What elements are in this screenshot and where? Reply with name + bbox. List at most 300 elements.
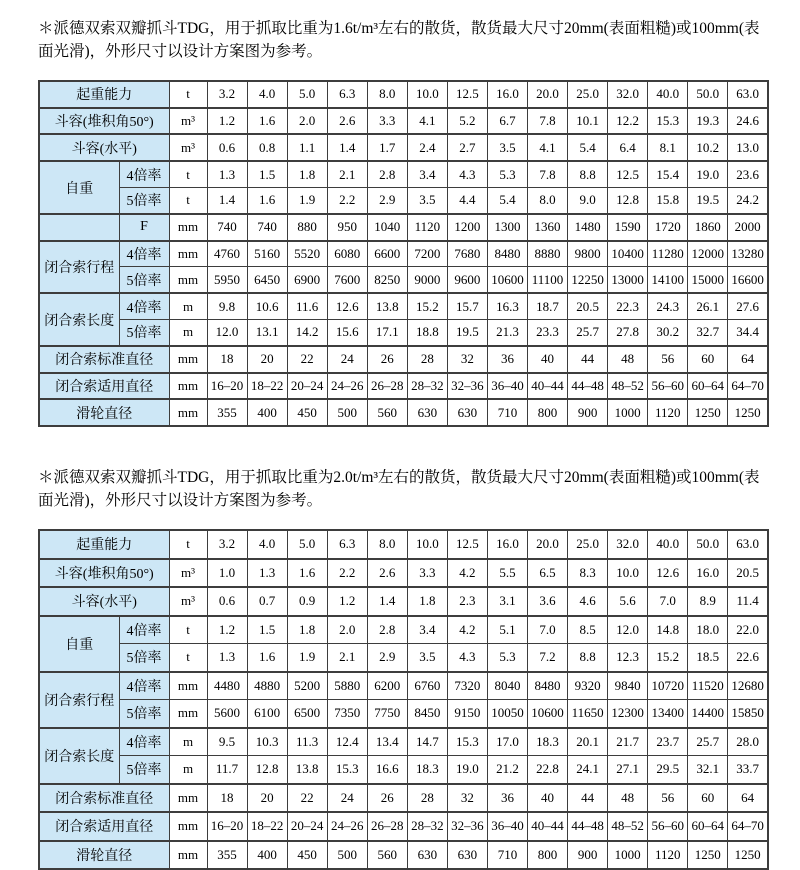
table-row: [39, 320, 768, 346]
unit-cell: m: [169, 756, 207, 784]
value-cell: 4.6: [568, 587, 608, 616]
value-cell: 5.4: [568, 134, 608, 161]
value-cell: 1.6: [247, 188, 287, 214]
value-cell: 50.0: [688, 530, 728, 559]
value-cell: 6080: [327, 241, 367, 267]
value-cell: 450: [287, 399, 327, 426]
value-cell: 5.3: [487, 644, 527, 672]
value-cell: 6500: [287, 700, 327, 728]
value-cell: 13.8: [367, 293, 407, 319]
value-cell: 24.2: [728, 188, 768, 214]
value-cell: 16.0: [487, 530, 527, 559]
value-cell: 9600: [447, 267, 487, 293]
value-cell: 40–44: [528, 812, 568, 841]
value-cell: 9840: [608, 672, 648, 700]
value-cell: 28–32: [407, 373, 447, 400]
value-cell: 26.1: [688, 293, 728, 319]
value-cell: 950: [327, 214, 367, 241]
value-cell: 23.7: [648, 728, 688, 756]
value-cell: 16–20: [207, 373, 247, 400]
value-cell: 8480: [528, 672, 568, 700]
value-cell: 4.2: [447, 559, 487, 588]
intro-paragraph-2: ＊派德双索双瓣抓斗TDG，用于抓取比重为2.0t/m³左右的散货，散货最大尺寸20mm(表面粗糙)或100mm(表面光滑)，外形尺寸以设计方案图为参考。: [38, 469, 760, 510]
unit-cell: mm: [169, 267, 207, 293]
value-cell: 355: [207, 841, 247, 870]
value-cell: 1.5: [247, 616, 287, 644]
value-cell: 11.6: [287, 293, 327, 319]
value-cell: 10600: [487, 267, 527, 293]
value-cell: 24: [327, 784, 367, 813]
table-row: [39, 784, 768, 813]
unit-cell: mm: [169, 841, 207, 870]
value-cell: 21.7: [608, 728, 648, 756]
value-cell: 20.0: [528, 81, 568, 108]
value-cell: 1.7: [367, 134, 407, 161]
unit-cell: m: [169, 320, 207, 346]
value-cell: 28: [407, 346, 447, 373]
value-cell: 9150: [447, 700, 487, 728]
spec-table-2: [38, 529, 769, 870]
unit-cell: t: [169, 616, 207, 644]
value-cell: 26: [367, 784, 407, 813]
row-sublabel-cell: 4倍率: [119, 241, 169, 267]
value-cell: 64: [728, 346, 768, 373]
value-cell: 3.3: [407, 559, 447, 588]
value-cell: 9.0: [568, 188, 608, 214]
value-cell: 26–28: [367, 812, 407, 841]
value-cell: 10.0: [608, 559, 648, 588]
value-cell: 18.3: [407, 756, 447, 784]
row-label-cell: 自重: [39, 616, 119, 672]
value-cell: 1360: [528, 214, 568, 241]
value-cell: 19.5: [447, 320, 487, 346]
table-row: [39, 108, 768, 135]
value-cell: 4.3: [447, 161, 487, 187]
value-cell: 12.5: [608, 161, 648, 187]
row-label-cell: 自重: [39, 161, 119, 214]
value-cell: 1.2: [207, 616, 247, 644]
value-cell: 14100: [648, 267, 688, 293]
row-label-cell: 起重能力: [39, 530, 169, 559]
value-cell: 12.0: [608, 616, 648, 644]
value-cell: 44: [568, 346, 608, 373]
row-label-cell: 闭合索标准直径: [39, 784, 169, 813]
value-cell: 10.0: [407, 530, 447, 559]
value-cell: 12.3: [608, 644, 648, 672]
value-cell: 28: [407, 784, 447, 813]
value-cell: 23.3: [528, 320, 568, 346]
value-cell: 355: [207, 399, 247, 426]
value-cell: 8.0: [528, 188, 568, 214]
table-row: [39, 161, 768, 187]
table-row: [39, 530, 768, 559]
value-cell: 7.8: [528, 108, 568, 135]
value-cell: 0.6: [207, 587, 247, 616]
value-cell: 6.3: [327, 81, 367, 108]
value-cell: 1.5: [247, 161, 287, 187]
value-cell: 3.6: [528, 587, 568, 616]
value-cell: 8880: [528, 241, 568, 267]
value-cell: 4.0: [247, 81, 287, 108]
row-label-cell: 闭合索长度: [39, 728, 119, 784]
unit-cell: mm: [169, 373, 207, 400]
value-cell: 4.2: [447, 616, 487, 644]
value-cell: 16.6: [367, 756, 407, 784]
row-label-cell: 滑轮直径: [39, 399, 169, 426]
value-cell: 9.5: [207, 728, 247, 756]
value-cell: 3.5: [407, 188, 447, 214]
value-cell: 20–24: [287, 812, 327, 841]
value-cell: 10.6: [247, 293, 287, 319]
value-cell: 7.0: [648, 587, 688, 616]
value-cell: 40: [528, 346, 568, 373]
value-cell: 40.0: [648, 81, 688, 108]
value-cell: 60: [688, 346, 728, 373]
value-cell: 10.3: [247, 728, 287, 756]
value-cell: 18.8: [407, 320, 447, 346]
value-cell: 32.7: [688, 320, 728, 346]
value-cell: 1120: [407, 214, 447, 241]
value-cell: 3.2: [207, 81, 247, 108]
unit-cell: mm: [169, 241, 207, 267]
value-cell: 15.4: [648, 161, 688, 187]
unit-cell: t: [169, 161, 207, 187]
value-cell: 20: [247, 784, 287, 813]
value-cell: 12.8: [608, 188, 648, 214]
value-cell: 11.4: [728, 587, 768, 616]
value-cell: 6.4: [608, 134, 648, 161]
value-cell: 2.6: [327, 108, 367, 135]
row-sublabel-cell: 4倍率: [119, 728, 169, 756]
value-cell: 12250: [568, 267, 608, 293]
row-sublabel-cell: 5倍率: [119, 188, 169, 214]
value-cell: 9000: [407, 267, 447, 293]
value-cell: 2.0: [327, 616, 367, 644]
value-cell: 63.0: [728, 530, 768, 559]
value-cell: 11.3: [287, 728, 327, 756]
unit-cell: m³: [169, 108, 207, 135]
value-cell: 1300: [487, 214, 527, 241]
value-cell: 14.7: [407, 728, 447, 756]
value-cell: 2.9: [367, 188, 407, 214]
unit-cell: m: [169, 728, 207, 756]
value-cell: 25.0: [568, 530, 608, 559]
value-cell: 64–70: [728, 812, 768, 841]
value-cell: 5.4: [487, 188, 527, 214]
unit-cell: m³: [169, 134, 207, 161]
value-cell: 19.5: [688, 188, 728, 214]
value-cell: 32–36: [447, 812, 487, 841]
value-cell: 5.0: [287, 81, 327, 108]
value-cell: 1.8: [407, 587, 447, 616]
value-cell: 13280: [728, 241, 768, 267]
value-cell: 5.0: [287, 530, 327, 559]
row-label-cell: 斗容(水平): [39, 134, 169, 161]
value-cell: 1250: [688, 399, 728, 426]
unit-cell: mm: [169, 399, 207, 426]
value-cell: 13.0: [728, 134, 768, 161]
value-cell: 5.1: [487, 616, 527, 644]
value-cell: 1040: [367, 214, 407, 241]
value-cell: 30.2: [648, 320, 688, 346]
value-cell: 16.3: [487, 293, 527, 319]
value-cell: 12000: [688, 241, 728, 267]
value-cell: 48–52: [608, 373, 648, 400]
value-cell: 20–24: [287, 373, 327, 400]
value-cell: 18.0: [688, 616, 728, 644]
value-cell: 630: [407, 399, 447, 426]
row-sublabel-cell: 5倍率: [119, 644, 169, 672]
value-cell: 4.1: [528, 134, 568, 161]
value-cell: 12.5: [447, 530, 487, 559]
value-cell: 12.8: [247, 756, 287, 784]
value-cell: 500: [327, 841, 367, 870]
value-cell: 15.2: [648, 644, 688, 672]
value-cell: 60–64: [688, 812, 728, 841]
value-cell: 20.0: [528, 530, 568, 559]
value-cell: 40–44: [528, 373, 568, 400]
value-cell: 11.7: [207, 756, 247, 784]
value-cell: 40: [528, 784, 568, 813]
unit-cell: mm: [169, 812, 207, 841]
unit-cell: m³: [169, 559, 207, 588]
value-cell: 15850: [728, 700, 768, 728]
table-row: [39, 134, 768, 161]
value-cell: 26: [367, 346, 407, 373]
value-cell: 56–60: [648, 812, 688, 841]
value-cell: 44: [568, 784, 608, 813]
value-cell: 32: [447, 346, 487, 373]
value-cell: 1.0: [207, 559, 247, 588]
value-cell: 36–40: [487, 812, 527, 841]
unit-cell: m³: [169, 587, 207, 616]
value-cell: 16.0: [688, 559, 728, 588]
value-cell: 16600: [728, 267, 768, 293]
value-cell: 48–52: [608, 812, 648, 841]
value-cell: 1860: [688, 214, 728, 241]
table-row: [39, 756, 768, 784]
value-cell: 1250: [728, 841, 768, 870]
value-cell: 15.2: [407, 293, 447, 319]
row-sublabel-cell: 5倍率: [119, 267, 169, 293]
value-cell: 28.0: [728, 728, 768, 756]
value-cell: 4480: [207, 672, 247, 700]
unit-cell: m: [169, 293, 207, 319]
value-cell: 36: [487, 784, 527, 813]
table-row: [39, 559, 768, 588]
value-cell: 4.1: [407, 108, 447, 135]
value-cell: 7680: [447, 241, 487, 267]
value-cell: 56: [648, 784, 688, 813]
value-cell: 36: [487, 346, 527, 373]
table-row: [39, 700, 768, 728]
value-cell: 5.6: [608, 587, 648, 616]
value-cell: 5.5: [487, 559, 527, 588]
value-cell: 1.1: [287, 134, 327, 161]
value-cell: 900: [568, 399, 608, 426]
value-cell: 12.4: [327, 728, 367, 756]
value-cell: 4880: [247, 672, 287, 700]
row-sublabel-cell: 5倍率: [119, 700, 169, 728]
value-cell: 7350: [327, 700, 367, 728]
value-cell: 1250: [728, 399, 768, 426]
table-row: [39, 346, 768, 373]
row-sublabel-cell: 4倍率: [119, 672, 169, 700]
intro-paragraph-1: ＊派德双索双瓣抓斗TDG，用于抓取比重为1.6t/m³左右的散货，散货最大尺寸20mm(表面粗糙)或100mm(表面光滑)，外形尺寸以设计方案图为参考。: [38, 20, 760, 60]
value-cell: 13.1: [247, 320, 287, 346]
value-cell: 1480: [568, 214, 608, 241]
value-cell: 9320: [568, 672, 608, 700]
row-sublabel-cell: 4倍率: [119, 161, 169, 187]
table-row: [39, 841, 768, 870]
value-cell: 25.7: [568, 320, 608, 346]
table-row: [39, 399, 768, 426]
value-cell: 32.0: [608, 81, 648, 108]
value-cell: 22: [287, 784, 327, 813]
value-cell: 12.6: [648, 559, 688, 588]
value-cell: 18.3: [528, 728, 568, 756]
value-cell: 28–32: [407, 812, 447, 841]
value-cell: 1120: [648, 841, 688, 870]
value-cell: 1.6: [287, 559, 327, 588]
row-sublabel-cell: 4倍率: [119, 616, 169, 644]
value-cell: 5.2: [447, 108, 487, 135]
value-cell: 6450: [247, 267, 287, 293]
table-row: [39, 616, 768, 644]
value-cell: 18–22: [247, 373, 287, 400]
value-cell: 14400: [688, 700, 728, 728]
unit-cell: t: [169, 188, 207, 214]
value-cell: 8.5: [568, 616, 608, 644]
value-cell: 6600: [367, 241, 407, 267]
value-cell: 8.1: [648, 134, 688, 161]
value-cell: 13000: [608, 267, 648, 293]
value-cell: 34.4: [728, 320, 768, 346]
table-row: [39, 188, 768, 214]
value-cell: 18: [207, 784, 247, 813]
row-label-cell: 斗容(水平): [39, 587, 169, 616]
value-cell: 44–48: [568, 812, 608, 841]
row-label-cell: 闭合索标准直径: [39, 346, 169, 373]
row-sublabel-cell: 5倍率: [119, 756, 169, 784]
value-cell: 1250: [688, 841, 728, 870]
value-cell: 0.9: [287, 587, 327, 616]
value-cell: 1.2: [207, 108, 247, 135]
table-row: [39, 293, 768, 319]
value-cell: 8.0: [367, 530, 407, 559]
value-cell: 24.3: [648, 293, 688, 319]
value-cell: 27.6: [728, 293, 768, 319]
value-cell: 1.3: [207, 644, 247, 672]
value-cell: 24.1: [568, 756, 608, 784]
value-cell: 7.0: [528, 616, 568, 644]
unit-cell: mm: [169, 214, 207, 241]
table-row: [39, 373, 768, 400]
value-cell: 5.3: [487, 161, 527, 187]
value-cell: 56: [648, 346, 688, 373]
value-cell: 22.6: [728, 644, 768, 672]
table-row: [39, 267, 768, 293]
value-cell: 5520: [287, 241, 327, 267]
value-cell: 1.8: [287, 616, 327, 644]
value-cell: 60: [688, 784, 728, 813]
value-cell: 15.3: [327, 756, 367, 784]
value-cell: 1200: [447, 214, 487, 241]
spec-table-1: [38, 80, 769, 427]
value-cell: 1.4: [207, 188, 247, 214]
value-cell: 11100: [528, 267, 568, 293]
value-cell: 4760: [207, 241, 247, 267]
value-cell: 15000: [688, 267, 728, 293]
value-cell: 4.3: [447, 644, 487, 672]
value-cell: 33.7: [728, 756, 768, 784]
value-cell: 2.8: [367, 616, 407, 644]
value-cell: 15.3: [447, 728, 487, 756]
value-cell: 48: [608, 784, 648, 813]
value-cell: 2.8: [367, 161, 407, 187]
value-cell: 25.7: [688, 728, 728, 756]
row-label-cell: 起重能力: [39, 81, 169, 108]
value-cell: 7750: [367, 700, 407, 728]
value-cell: 15.3: [648, 108, 688, 135]
value-cell: 1.8: [287, 161, 327, 187]
value-cell: 19.0: [447, 756, 487, 784]
value-cell: 56–60: [648, 373, 688, 400]
value-cell: 9.8: [207, 293, 247, 319]
value-cell: 29.5: [648, 756, 688, 784]
value-cell: 27.8: [608, 320, 648, 346]
unit-cell: mm: [169, 672, 207, 700]
value-cell: 10.2: [688, 134, 728, 161]
value-cell: 24–26: [327, 812, 367, 841]
value-cell: 2.1: [327, 644, 367, 672]
value-cell: 14.2: [287, 320, 327, 346]
value-cell: 3.5: [407, 644, 447, 672]
value-cell: 18.7: [528, 293, 568, 319]
row-label-cell: 滑轮直径: [39, 841, 169, 870]
value-cell: 23.6: [728, 161, 768, 187]
row-label-cell: [39, 214, 119, 241]
value-cell: 36–40: [487, 373, 527, 400]
value-cell: 3.4: [407, 161, 447, 187]
value-cell: 12300: [608, 700, 648, 728]
value-cell: 25.0: [568, 81, 608, 108]
value-cell: 2.4: [407, 134, 447, 161]
value-cell: 4.4: [447, 188, 487, 214]
table-row: [39, 214, 768, 241]
value-cell: 1.3: [247, 559, 287, 588]
row-label-cell: 闭合索长度: [39, 293, 119, 346]
value-cell: 24–26: [327, 373, 367, 400]
value-cell: 5950: [207, 267, 247, 293]
value-cell: 1.4: [327, 134, 367, 161]
value-cell: 16–20: [207, 812, 247, 841]
value-cell: 880: [287, 214, 327, 241]
value-cell: 7.8: [528, 161, 568, 187]
value-cell: 8040: [487, 672, 527, 700]
unit-cell: t: [169, 81, 207, 108]
value-cell: 16.0: [487, 81, 527, 108]
value-cell: 32: [447, 784, 487, 813]
value-cell: 64–70: [728, 373, 768, 400]
value-cell: 2000: [728, 214, 768, 241]
value-cell: 1.3: [207, 161, 247, 187]
value-cell: 10050: [487, 700, 527, 728]
row-label-cell: 闭合索行程: [39, 241, 119, 294]
value-cell: 2.0: [287, 108, 327, 135]
value-cell: 12680: [728, 672, 768, 700]
value-cell: 2.1: [327, 161, 367, 187]
